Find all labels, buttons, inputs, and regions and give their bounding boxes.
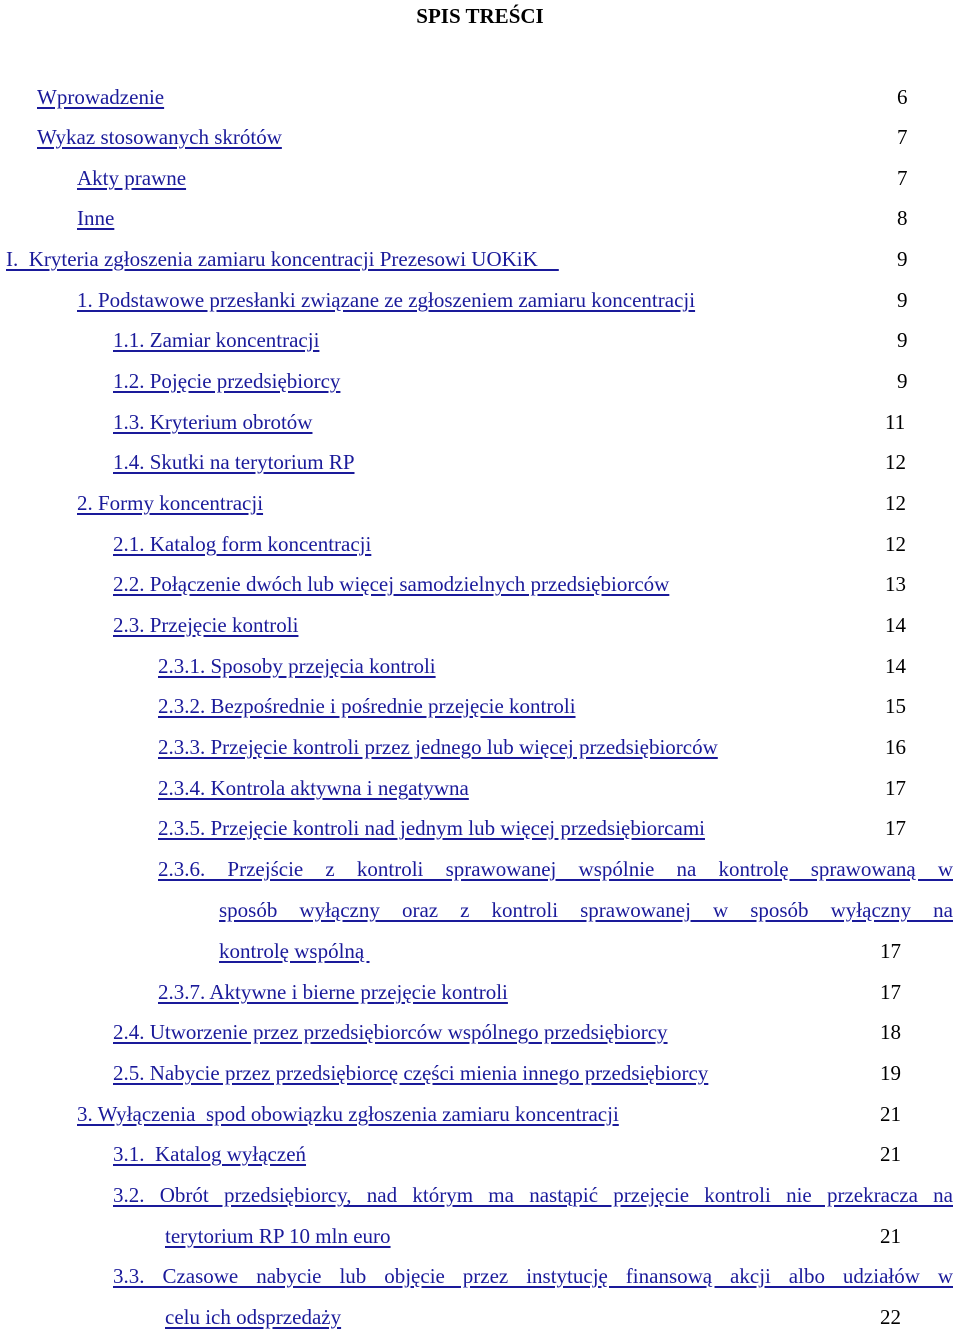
toc-link-continuation[interactable]: sposób wyłączny oraz z kontroli sprawowanej w sposób wyłączny na [219, 898, 953, 922]
toc-link-continuation[interactable]: kontrolę wspólną [219, 939, 370, 963]
toc-entry-continuation [0, 894, 960, 926]
toc-page-number: 9 [897, 247, 908, 271]
toc-entry [0, 976, 960, 1008]
toc-page-number: 12 [885, 450, 906, 474]
toc-link[interactable]: 2.3.5. Przejęcie kontroli nad jednym lub więcej przedsiębiorcami [158, 816, 705, 840]
toc-link[interactable]: 2.3.1. Sposoby przejęcia kontroli [158, 654, 436, 678]
toc-link[interactable]: Wykaz stosowanych skrótów [37, 125, 282, 149]
toc-entry [0, 650, 960, 682]
toc-link[interactable]: 1.1. Zamiar koncentracji [113, 328, 320, 352]
toc-entry [0, 690, 960, 722]
toc-page-number: 12 [885, 491, 906, 515]
toc-link[interactable]: 2.2. Połączenie dwóch lub więcej samodzielnych przedsiębiorców [113, 572, 670, 596]
toc-page-number: 9 [897, 369, 908, 393]
toc-page-number: 21 [880, 1102, 901, 1126]
toc-link[interactable]: 3. Wyłączenia spod obowiązku zgłoszenia zamiaru koncentracji [77, 1102, 619, 1126]
toc-page-number: 14 [885, 613, 906, 637]
toc-link[interactable]: 3.2. Obrót przedsiębiorcy, nad którym ma nastąpić przejęcie kontroli nie przekracza na [113, 1183, 953, 1207]
toc-page-number: 17 [880, 980, 901, 1004]
toc-entry [0, 162, 960, 194]
toc-link[interactable]: 3.3. Czasowe nabycie lub objęcie przez instytucję finansową akcji albo udziałów w [113, 1264, 953, 1288]
toc-link[interactable]: 2.3.7. Aktywne i bierne przejęcie kontroli [158, 980, 508, 1004]
toc-entry [0, 812, 960, 844]
toc-page-number: 16 [885, 735, 906, 759]
toc-link[interactable]: 2.5. Nabycie przez przedsiębiorcę części mienia innego przedsiębiorcy [113, 1061, 709, 1085]
toc-link[interactable]: 2.1. Katalog form koncentracji [113, 532, 372, 556]
toc-entry [0, 1260, 960, 1292]
toc-entry [0, 202, 960, 234]
toc-entry [0, 1138, 960, 1170]
toc-link[interactable]: Inne [77, 206, 115, 230]
toc-page-number: 7 [897, 166, 908, 190]
toc-entry [0, 772, 960, 804]
toc-entry [0, 81, 960, 113]
toc-link[interactable]: Akty prawne [77, 166, 187, 190]
toc-link[interactable]: 1. Podstawowe przesłanki związane ze zgłoszeniem zamiaru koncentracji [77, 288, 696, 312]
toc-page-number: 6 [897, 85, 908, 109]
toc-entry [0, 446, 960, 478]
toc-link[interactable]: 2.3.3. Przejęcie kontroli przez jednego lub więcej przedsiębiorców [158, 735, 718, 759]
toc-page-number: 17 [885, 776, 906, 800]
toc-page-number: 11 [885, 410, 906, 434]
toc-page-number: 21 [880, 1224, 901, 1248]
toc-entry [0, 406, 960, 438]
toc-page-number: 15 [885, 694, 906, 718]
toc-entry [0, 568, 960, 600]
toc-entry [0, 284, 960, 316]
toc-link[interactable]: 2. Formy koncentracji [77, 491, 264, 515]
toc-page-number: 14 [885, 654, 906, 678]
toc-entry [0, 853, 960, 885]
toc-link[interactable]: 3.1. Katalog wyłączeń [113, 1142, 307, 1166]
toc-page-number: 9 [897, 288, 908, 312]
toc-link[interactable]: I. Kryteria zgłoszenia zamiaru koncentracji Prezesowi UOKiK [6, 247, 559, 271]
toc-link-continuation[interactable]: celu ich odsprzedaży [165, 1305, 342, 1329]
toc-link[interactable]: 2.3.2. Bezpośrednie i pośrednie przejęcie kontroli [158, 694, 576, 718]
toc-entry-continuation [0, 935, 960, 967]
toc-page-number: 12 [885, 532, 906, 556]
toc-page-number: 19 [880, 1061, 901, 1085]
toc-entry [0, 1057, 960, 1089]
toc-entry-continuation [0, 1301, 960, 1333]
toc-entry [0, 487, 960, 519]
toc-link[interactable]: 2.3.4. Kontrola aktywna i negatywna [158, 776, 469, 800]
toc-page-number: 21 [880, 1142, 901, 1166]
toc-page-number: 17 [880, 939, 901, 963]
toc-entry [0, 1016, 960, 1048]
toc-page-number: 8 [897, 206, 908, 230]
toc-entry [0, 731, 960, 763]
toc-link[interactable]: 2.4. Utworzenie przez przedsiębiorców wspólnego przedsiębiorcy [113, 1020, 668, 1044]
toc-page-number: 22 [880, 1305, 901, 1329]
toc-entry [0, 121, 960, 153]
toc-link[interactable]: Wprowadzenie [37, 85, 165, 109]
toc-entry [0, 528, 960, 560]
toc-entry [0, 243, 960, 275]
toc-link[interactable]: 1.4. Skutki na terytorium RP [113, 450, 355, 474]
toc-link[interactable]: 1.3. Kryterium obrotów [113, 410, 313, 434]
page-title: SPIS TREŚCI [416, 4, 544, 28]
toc-entry [0, 609, 960, 641]
toc-link[interactable]: 2.3.6. Przejście z kontroli sprawowanej wspólnie na kontrolę sprawowaną w [158, 857, 953, 881]
toc-page-number: 17 [885, 816, 906, 840]
toc-entry-continuation [0, 1220, 960, 1252]
toc-entry [0, 1179, 960, 1211]
toc-page-number: 7 [897, 125, 908, 149]
toc-link-continuation[interactable]: terytorium RP 10 mln euro [165, 1224, 391, 1248]
toc-entry [0, 324, 960, 356]
toc-link[interactable]: 2.3. Przejęcie kontroli [113, 613, 299, 637]
toc-page-number: 9 [897, 328, 908, 352]
toc-entry [0, 1098, 960, 1130]
toc-link[interactable]: 1.2. Pojęcie przedsiębiorcy [113, 369, 341, 393]
toc-entry [0, 365, 960, 397]
toc-page-number: 13 [885, 572, 906, 596]
toc-page-number: 18 [880, 1020, 901, 1044]
